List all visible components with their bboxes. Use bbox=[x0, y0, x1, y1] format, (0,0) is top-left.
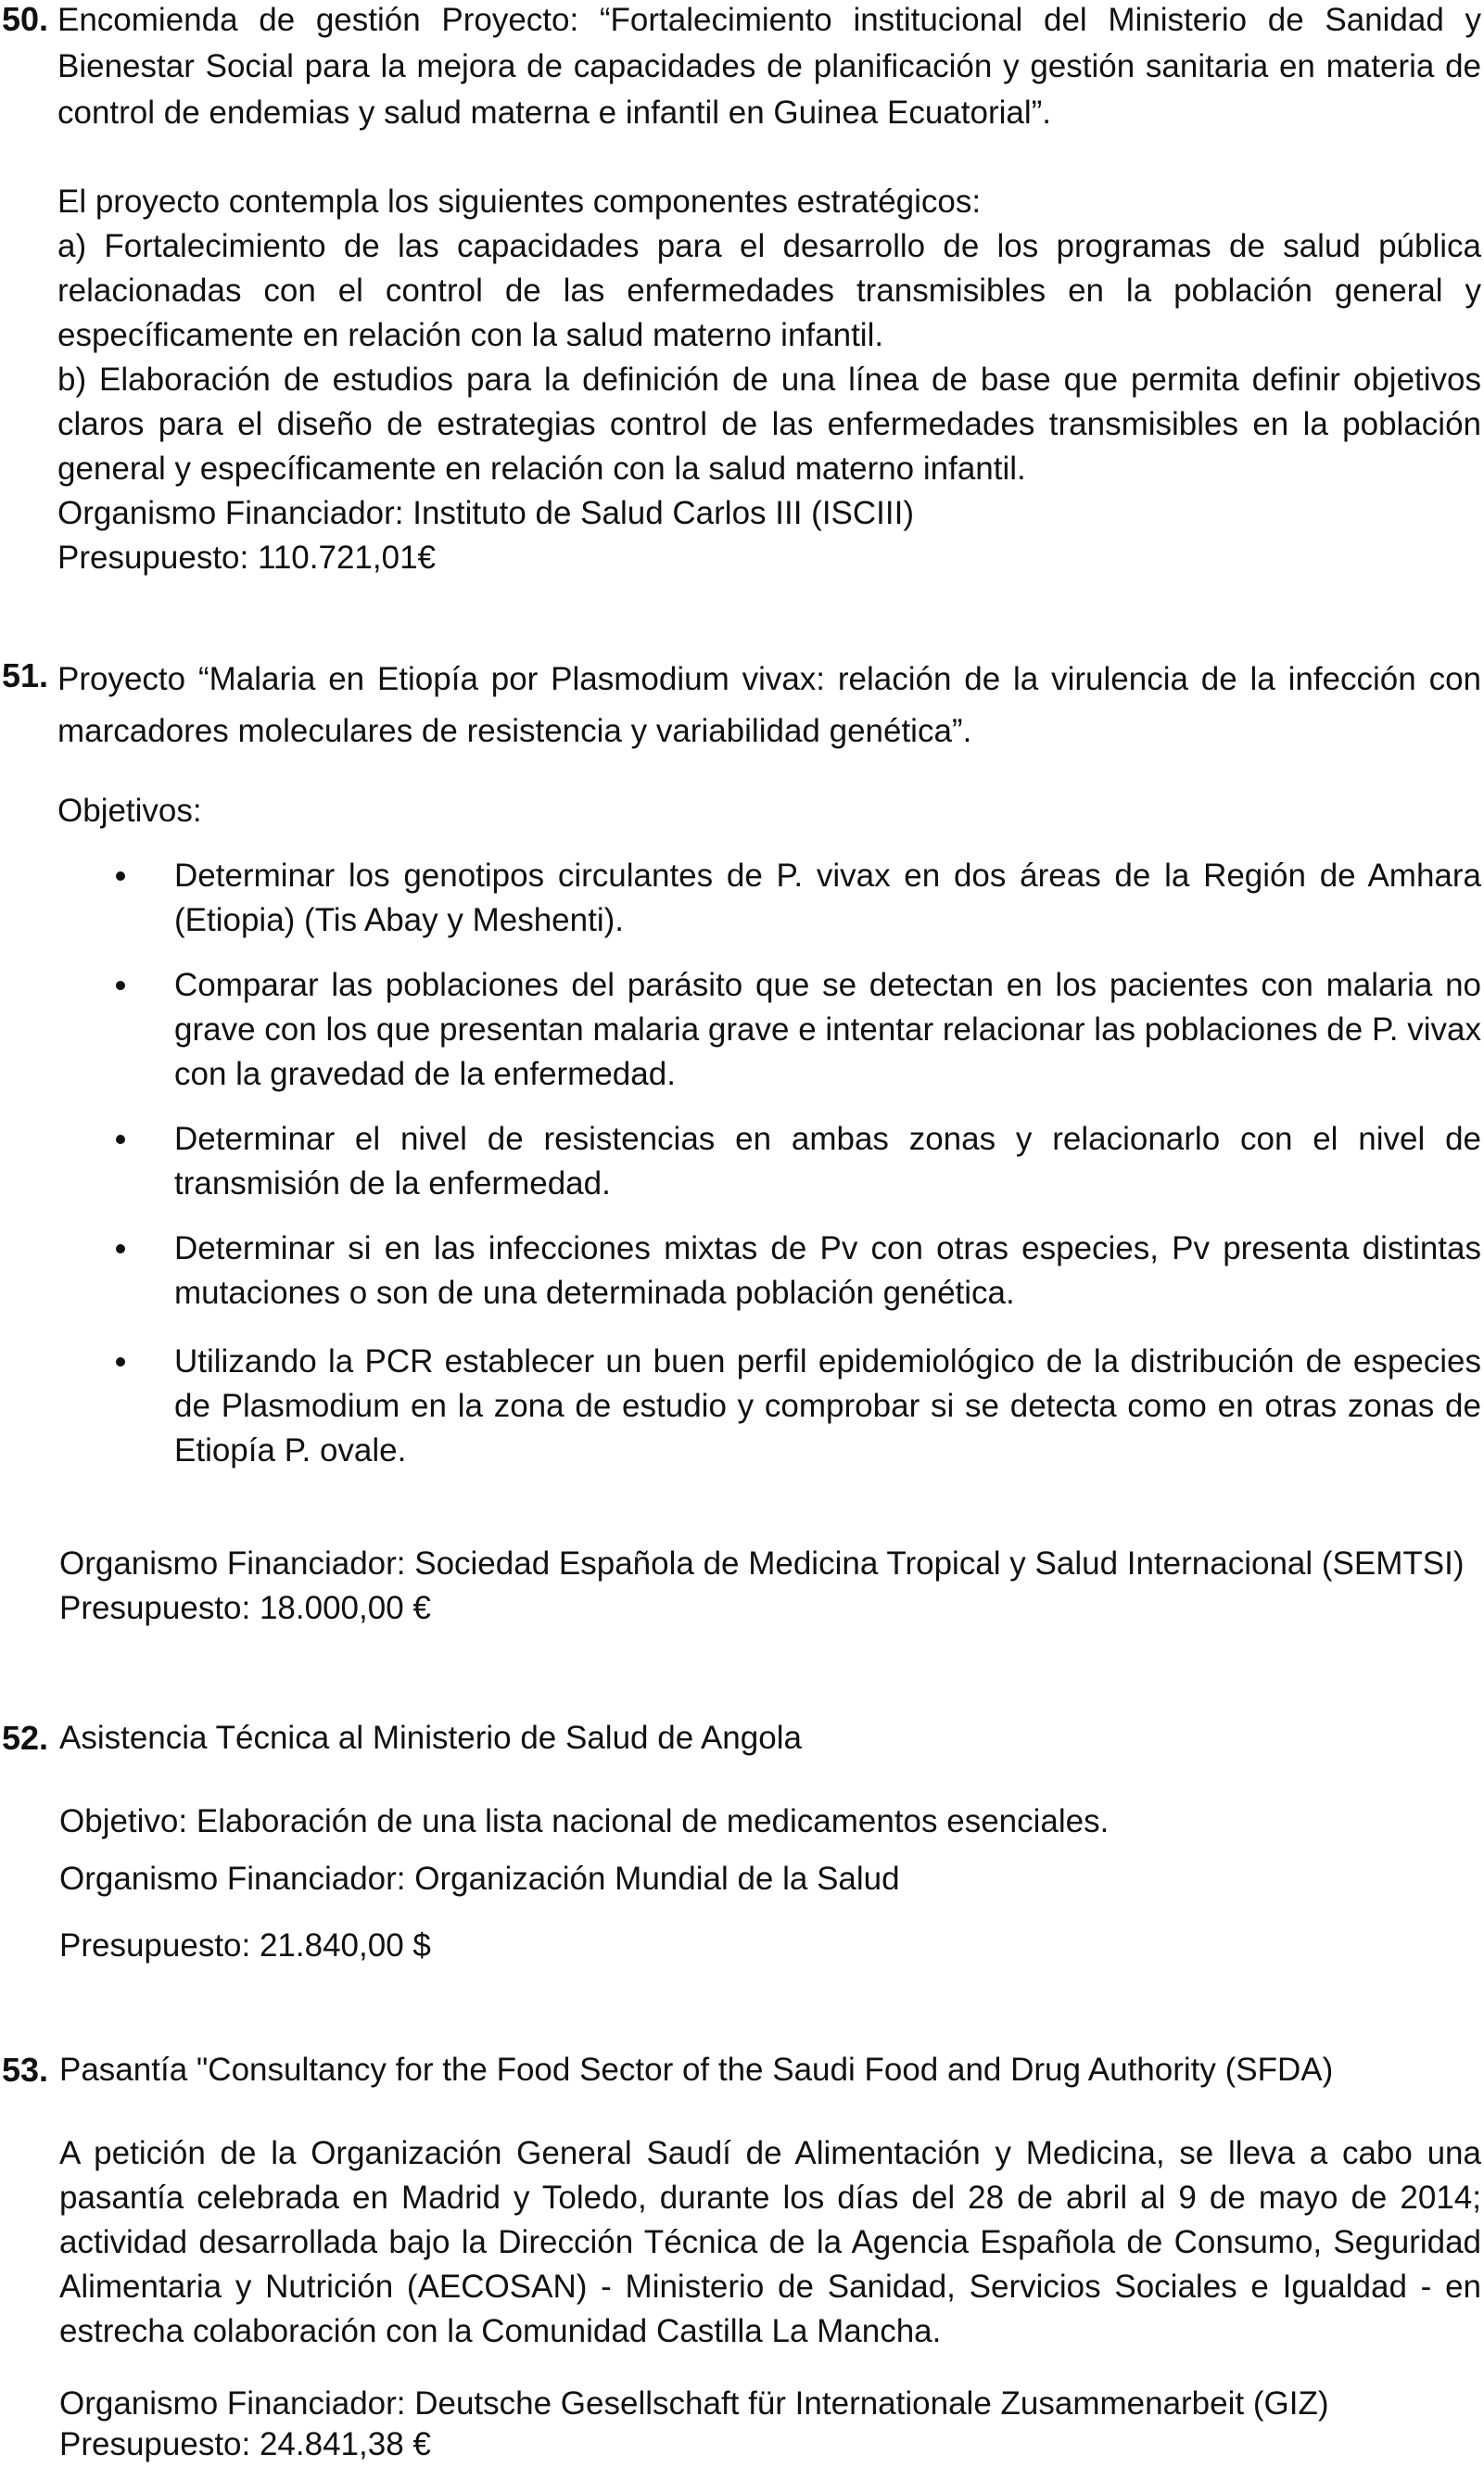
budget-line: Presupuesto: 21.840,00 $ bbox=[59, 1927, 431, 1964]
objectives-label: Objetivos: bbox=[57, 793, 202, 829]
objective-line: Objetivo: Elaboración de una lista nacional de medicamentos esenciales. bbox=[59, 1803, 1110, 1839]
objective-text: Determinar los genotipos circulantes de P. vivax en dos áreas de la Región de Amhara (Etiopia) (Tis Abay y Meshenti). bbox=[174, 858, 1481, 938]
project-description: A petición de la Organización General Saudí de Alimentación y Medicina, se lleva a cabo una pasantía celebrada en Madrid y Toledo, durante los días del 28 de abril al 9 de mayo de 2014; actividad desarrollada bajo la Dirección Técnica de la Agencia Española de Consumo, Seguridad Alimentaria y Nutrición (AECOSAN) - Ministerio de Sanidad, Servicios Sociales e Igualdad - en estrecha colaboración con la Comunidad Castilla La Mancha. bbox=[59, 2135, 1481, 2349]
project-title: Asistencia Técnica al Ministerio de Salud de Angola bbox=[59, 1720, 802, 1756]
item-number: 50. bbox=[2, 0, 49, 38]
objective-text: Determinar si en las infecciones mixtas de Pv con otras especies, Pv presenta distintas mutaciones o son de una determinada población genética. bbox=[174, 1230, 1481, 1311]
component-b: b) Elaboración de estudios para la definición de una línea de base que permita definir objetivos claros para el diseño de estrategias control de las enfermedades transmisibles en la población general y específicamente en relación con la salud materno infantil. bbox=[57, 362, 1481, 487]
funder-line: Organismo Financiador: Organización Mundial de la Salud bbox=[59, 1861, 900, 1897]
project-title: Encomienda de gestión Proyecto: “Fortalecimiento institucional del Ministerio de Sanidad y Bienestar Social para la mejora de capacidades de planificación y gestión sanitaria en materia de control de endemias y salud materna e infantil en Guinea Ecuatorial”. bbox=[57, 2, 1481, 131]
bullet-icon bbox=[116, 871, 125, 881]
components-intro: El proyecto contempla los siguientes componentes estratégicos: bbox=[57, 184, 982, 220]
funder-line: Organismo Financiador: Instituto de Salud Carlos III (ISCIII) bbox=[57, 495, 914, 531]
item-number: 51. bbox=[2, 656, 49, 694]
objective-text: Determinar el nivel de resistencias en ambas zonas y relacionarlo con el nivel de transmisión de la enfermedad. bbox=[174, 1121, 1481, 1202]
objective-text: Comparar las poblaciones del parásito que se detectan en los pacientes con malaria no grave con los que presentan malaria grave e intentar relacionar las poblaciones de P. vivax con la gravedad de la enfermedad. bbox=[174, 967, 1481, 1092]
project-title: Proyecto “Malaria en Etiopía por Plasmodium vivax: relación de la virulencia de la infección con marcadores moleculares de resistencia y variabilidad genética”. bbox=[57, 661, 1481, 749]
item-number: 53. bbox=[2, 2051, 49, 2089]
budget-line: Presupuesto: 110.721,01€ bbox=[57, 540, 437, 576]
funder-line: Organismo Financiador: Sociedad Española de Medicina Tropical y Salud Internacional (SEMTSI) bbox=[59, 1545, 1465, 1582]
bullet-icon bbox=[116, 1244, 125, 1253]
bullet-icon bbox=[116, 1357, 125, 1367]
bullet-icon bbox=[116, 981, 125, 990]
funder-line: Organismo Financiador: Deutsche Gesellschaft für Internationale Zusammenarbeit (GIZ) bbox=[59, 2385, 1329, 2422]
component-a: a) Fortalecimiento de las capacidades para el desarrollo de los programas de salud pública relacionadas con el control de las enfermedades transmisibles en la población general y específicamente en relación con la salud materno infantil. bbox=[57, 228, 1481, 353]
project-title: Pasantía "Consultancy for the Food Sector of the Saudi Food and Drug Authority (SFDA) bbox=[59, 2052, 1334, 2088]
bullet-icon bbox=[116, 1135, 125, 1144]
item-number: 52. bbox=[2, 1719, 49, 1757]
budget-line: Presupuesto: 24.841,38 € bbox=[59, 2426, 431, 2462]
budget-line: Presupuesto: 18.000,00 € bbox=[59, 1590, 431, 1626]
objective-text: Utilizando la PCR establecer un buen perfil epidemiológico de la distribución de especies de Plasmodium en la zona de estudio y comprobar si se detecta como en otras zonas de Etiopía P. ovale. bbox=[174, 1343, 1481, 1469]
